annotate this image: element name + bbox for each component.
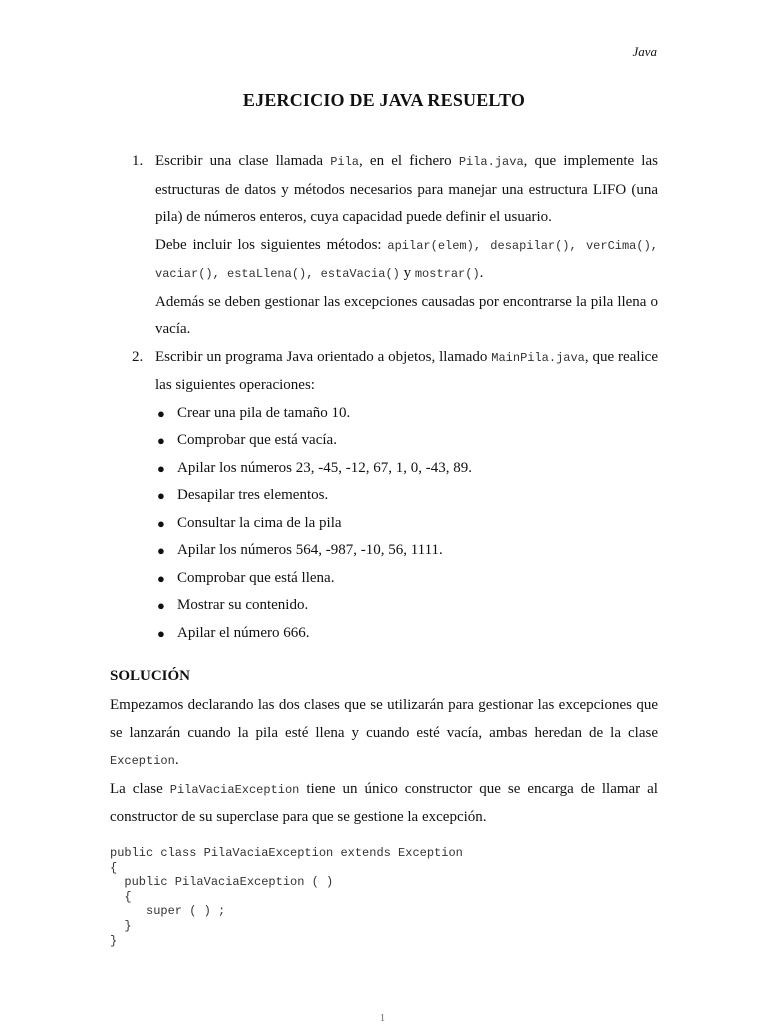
- bullet-icon: ●: [157, 488, 165, 503]
- code-span: apilar(elem), desapilar(), verCima(), vaciar(), estaLlena(), estaVacia(): [155, 238, 658, 281]
- solution-paragraph-2: La clase PilaVaciaException tiene un único constructor que se encarga de llamar al constructor de su superclase para que se gestione la excepción.: [110, 780, 658, 825]
- bullet-icon: ●: [157, 460, 165, 476]
- operations-list: [155, 400, 658, 648]
- code-line: }: [110, 933, 118, 948]
- code-line: {: [110, 860, 118, 875]
- solution-heading: SOLUCIÓN: [110, 668, 191, 684]
- item-number: 1.: [132, 153, 144, 169]
- list-item: ● Crear una pila de tamaño 10.: [155, 400, 658, 428]
- code-line: }: [110, 918, 132, 933]
- item-2-paragraph-1: Escribir un programa Java orientado a objetos, llamado MainPila.java, que realice las siguientes operaciones:: [155, 348, 658, 393]
- list-item: ● Mostrar su contenido.: [155, 592, 658, 620]
- list-item: ● Comprobar que está vacía.: [155, 427, 658, 455]
- list-item: ● Consultar la cima de la pila: [155, 510, 658, 538]
- code-span: MainPila.java: [491, 350, 585, 365]
- solution-paragraph-1: Empezamos declarando las dos clases que se utilizarán para gestionar las excepciones que se lanzarán cuando la pila esté llena y cuando esté vacía, ambas heredan de la clase Exception.: [110, 697, 658, 768]
- bullet-icon: ●: [157, 570, 165, 586]
- list-item: ● Apilar el número 666.: [155, 620, 658, 648]
- code-span: Pila.java: [458, 155, 524, 169]
- bullet-icon: ●: [157, 515, 165, 531]
- item-1-paragraph-3: Además se deben gestionar las excepciones causadas por encontrarse la pila llena o vacía.: [155, 293, 658, 337]
- bullet-icon: ●: [157, 625, 165, 641]
- code-span: Pila: [330, 155, 360, 169]
- code-line: super ( ) ;: [110, 904, 226, 919]
- code-line: public class PilaVaciaException extends Exception: [110, 846, 463, 860]
- item-1-paragraph-1: Escribir una clase llamada Pila, en el fichero Pila.java, que implemente las estructuras de datos y métodos necesarios para manejar una estructura LIFO (una pila) de números enteros, cuya capacidad puede definir el usuario.: [155, 153, 658, 225]
- list-item: ● Comprobar que está llena.: [155, 565, 658, 593]
- code-line: {: [110, 889, 132, 904]
- code-span: mostrar(): [414, 267, 480, 281]
- bullet-icon: ●: [157, 405, 165, 421]
- exercise-item-2: [110, 344, 658, 648]
- exercise-list: [110, 148, 658, 647]
- item-number: 2.: [132, 348, 144, 365]
- item-1-paragraph-2: Debe incluir los siguientes métodos: apilar(elem), desapilar(), verCima(), vaciar(), estaLlena(), estaVacia() y mostrar().: [155, 236, 658, 281]
- exercise-item-1: [110, 148, 658, 344]
- solution-text: [110, 692, 658, 832]
- page-title: EJERCICIO DE JAVA RESUELTO: [242, 90, 526, 110]
- code-line: public PilaVaciaException ( ): [110, 875, 334, 890]
- list-item: ● Desapilar tres elementos.: [155, 482, 658, 510]
- code-span: PilaVaciaException: [169, 782, 300, 797]
- list-item: ● Apilar los números 23, -45, -12, 67, 1, 0, -43, 89.: [155, 455, 658, 483]
- code-block: [110, 846, 463, 948]
- bullet-icon: ●: [157, 543, 165, 558]
- list-item: ● Apilar los números 564, -987, -10, 56, 1111.: [155, 537, 658, 565]
- code-span: Exception: [110, 754, 175, 768]
- bullet-icon: ●: [157, 598, 165, 613]
- running-header: Java: [632, 44, 657, 59]
- bullet-icon: ●: [157, 433, 165, 448]
- page-number: 1: [380, 1013, 385, 1024]
